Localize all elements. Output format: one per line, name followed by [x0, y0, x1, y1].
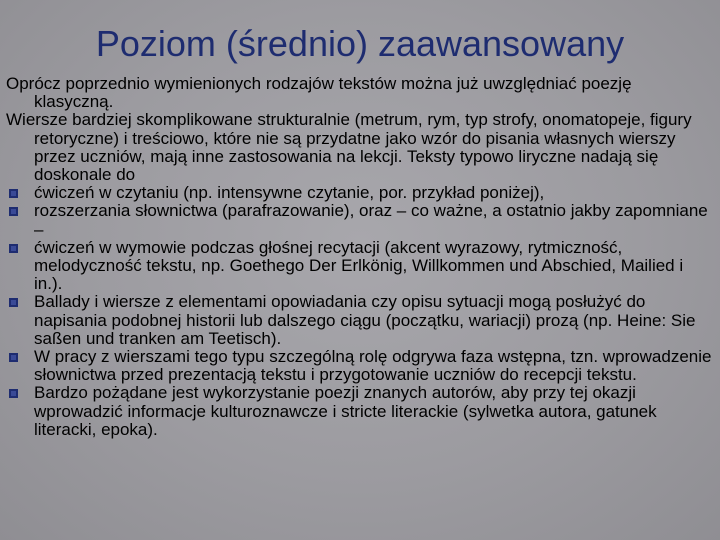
bullet-list [6, 184, 714, 439]
list-item-text: ćwiczeń w czytaniu (np. intensywne czytanie, por. przykład poniżej), [34, 183, 545, 203]
list-item-text: Ballady i wiersze z elementami opowiadania czy opisu sytuacji mogą posłużyć do napisania podobnej historii lub dalszego ciągu (początku, wariacji) prozą (np. Heine: Sie saßen und tranken am Teetisch). [34, 292, 696, 348]
list-item [6, 239, 714, 294]
list-item-text: Bardzo pożądane jest wykorzystanie poezji znanych autorów, aby przy tej okazji wprowadzić informacje kulturoznawcze i stricte literackie (sylwetka autora, gatunek literacki, epoka). [34, 383, 657, 439]
list-item-text: W pracy z wierszami tego typu szczególną rolę odgrywa faza wstępna, tzn. wprowadzenie słownictwa przed prezentacją tekstu i przygotowanie uczniów do recepcji tekstu. [34, 347, 712, 385]
list-item [6, 202, 714, 238]
square-bullet-icon [9, 207, 18, 216]
list-item [6, 384, 714, 439]
square-bullet-icon [9, 353, 18, 362]
square-bullet-icon [9, 298, 18, 307]
square-bullet-icon [9, 389, 18, 398]
slide-body [6, 75, 714, 439]
square-bullet-icon [9, 189, 18, 198]
intro-paragraph: Oprócz poprzednio wymienionych rodzajów tekstów można już uwzględniać poezję klasyczną. [6, 74, 632, 112]
list-item [6, 184, 714, 202]
list-item [6, 348, 714, 384]
list-item-text: ćwiczeń w wymowie podczas głośnej recytacji (akcent wyrazowy, rytmiczność, melodyczność tekstu, np. Goethego Der Erlkönig, Willkommen und Abschied, Mailied i in.). [34, 237, 684, 294]
square-bullet-icon [9, 244, 18, 253]
list-item-text: rozszerzania słownictwa (parafrazowanie), oraz – co ważne, a ostatnio jakby zapomniane – [34, 201, 708, 239]
slide-title: Poziom (średnio) zaawansowany [95, 23, 625, 64]
list-item [6, 293, 714, 348]
intro-paragraph: Wiersze bardziej skomplikowane strukturalnie (metrum, rym, typ strofy, onomatopeje, figury retoryczne) i treściowo, które nie są przydatne jako wzór do pisania własnych wierszy przez uczniów, mają inne zastosowania na lekcji. Teksty typowo liryczne nadają się doskonale do [6, 110, 692, 185]
